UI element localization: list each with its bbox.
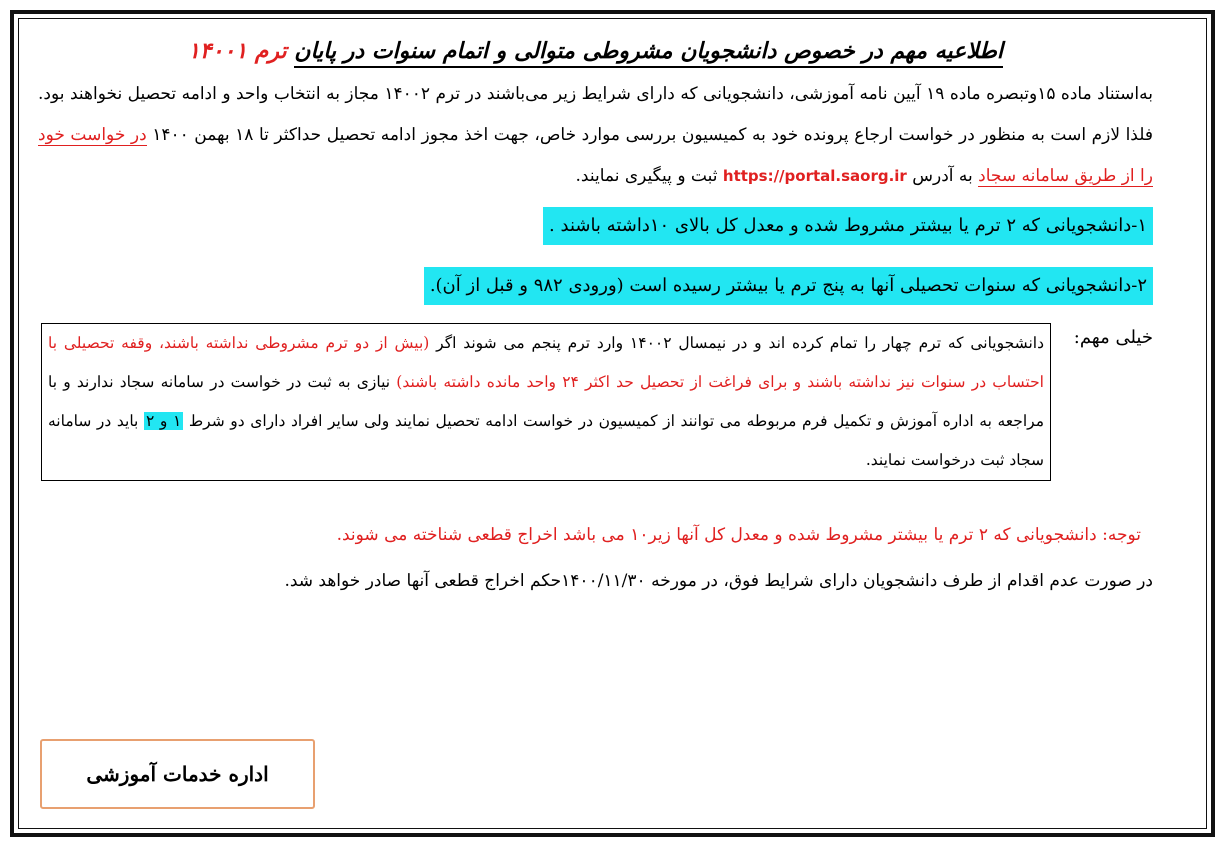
important-label: خیلی مهم: <box>1073 327 1153 348</box>
signature-box <box>40 739 315 809</box>
signature-text: اداره خدمات آموزشی <box>86 762 269 786</box>
intro-paragraph <box>38 74 1153 197</box>
conditions-1-2-highlight: ۱ و ۲ <box>145 412 182 430</box>
condition-2-row <box>38 257 1153 317</box>
title-main: اطلاعیه مهم در خصوص دانشجویان مشروطی متوالی و اتمام سنوات در پایان <box>294 38 1003 68</box>
final-deadline-text: در صورت عدم اقدام از طرف دانشجویان دارای شرایط فوق، در مورخه ۱۴۰۰/۱۱/۳۰حکم اخراج قطعی آنها صادر خواهد شد. <box>284 571 1153 591</box>
announcement-content <box>38 28 1153 607</box>
intro-text-3: ثبت و پیگیری نمایند. <box>575 166 718 186</box>
important-box <box>41 323 1051 481</box>
portal-url-link[interactable]: https://portal.saorg.ir <box>722 167 907 185</box>
important-text-1: دانشجویانی که ترم چهار را تمام کرده اند و در نیمسال ۱۴۰۰۲ وارد ترم پنجم می شوند اگر <box>429 334 1044 352</box>
condition-2: ۲-دانشجویانی که سنوات تحصیلی آنها به پنج ترم یا بیشتر رسیده است (ورودی ۹۸۲ و قبل از آن). <box>424 267 1153 305</box>
condition-1-row <box>38 197 1153 257</box>
important-text-3: باید در سامانه سجاد ثبت درخواست نمایند. <box>48 412 1044 469</box>
intro-text-2: به آدرس <box>906 166 973 186</box>
important-section <box>38 319 1153 515</box>
condition-1: ۱-دانشجویانی که ۲ ترم یا بیشتر مشروط شده و معدل کل بالای ۱۰داشته باشند . <box>543 207 1153 245</box>
intro-text-1: به‌استناد ماده ۱۵وتبصره ماده ۱۹ آیین نامه آموزشی، دانشجویانی که دارای شرایط زیر می‌باشند در ترم ۱۴۰۰۲ مجاز به انتخاب واحد و ادامه تحصیل نخواهند بود. فلذا لازم است به منظور در خواست ارجاع پرونده خود به کمیسیون بررسی موارد خاص، جهت اخذ مجوز ادامه تحصیل حداکثر تا ۱۸ بهمن ۱۴۰۰ <box>38 84 1153 145</box>
note-text: توجه: دانشجویانی که ۲ ترم یا بیشتر مشروط شده و معدل کل آنها زیر۱۰ می باشد اخراج قطعی شناخته می شوند. <box>336 525 1141 545</box>
important-text-2: نیازی به ثبت در خواست در سامانه سجاد ندارند و با مراجعه به اداره آموزش و تکمیل فرم مربوطه می توانند از کمیسیون در خواست ادامه تحصیل نمایند ولی سایر افراد دارای دو شرط <box>48 373 1044 430</box>
announcement-title <box>38 28 1153 74</box>
important-conditions-text: (بیش از دو ترم مشروطی نداشته باشند، وقفه تحصیلی با احتساب در سنوات نیز نداشته باشند و برای فراغت از تحصیل حد اکثر ۲۴ واحد مانده داشته باشند) <box>48 334 1044 391</box>
title-term: ترم ۱۴۰۰۱ <box>187 38 287 64</box>
sajad-system-text: در خواست خود را از طریق سامانه سجاد <box>38 125 1153 186</box>
